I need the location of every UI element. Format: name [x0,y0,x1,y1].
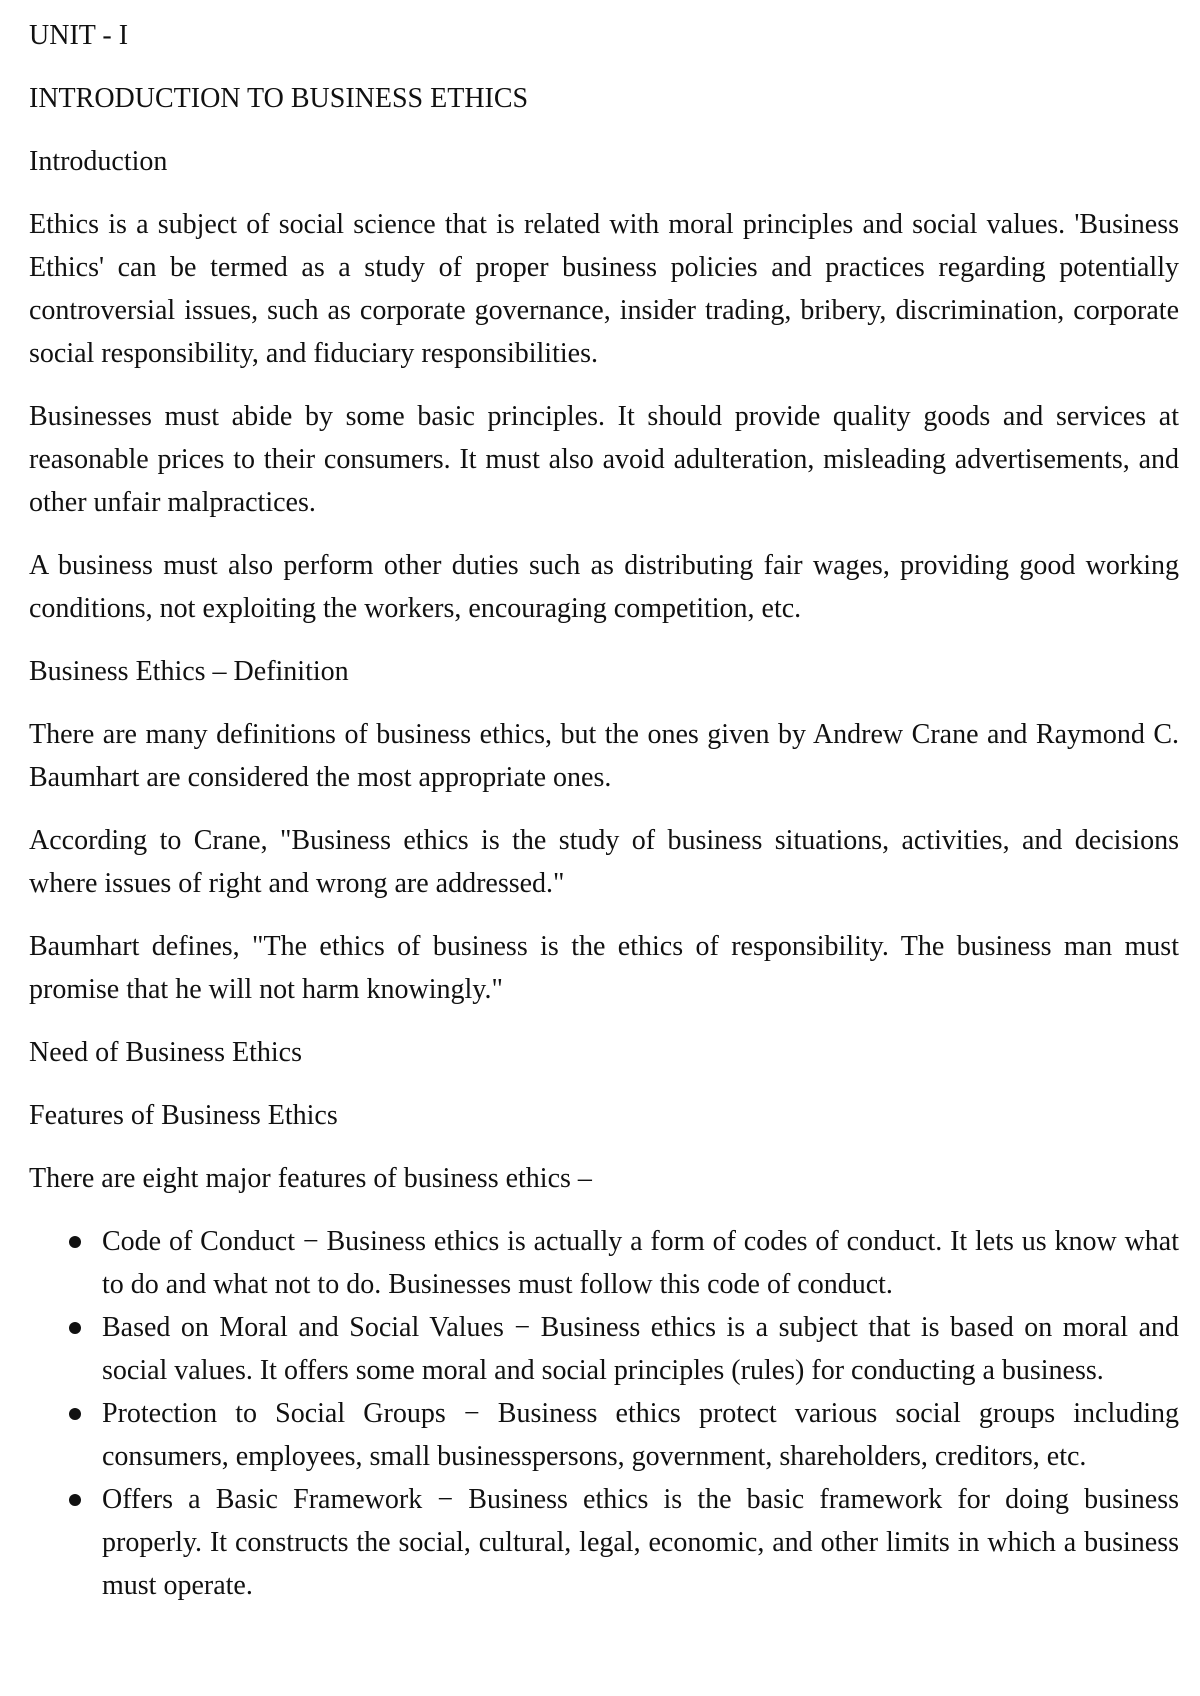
bullet-icon [69,1322,81,1334]
list-item [29,1220,1179,1306]
intro-paragraph-1: Ethics is a subject of social science that is related with moral principles and social values. 'Business Ethics' can be termed as a study of proper business policies and practices regarding potentially controversial issues, such as corporate governance, insider trading, bribery, discrimination, corporate social responsibility, and fiduciary responsibilities. [29,209,1179,369]
list-item-text: Offers a Basic Framework − Business ethics is the basic framework for doing business properly. It constructs the social, cultural, legal, economic, and other limits in which a business must operate. [102,1484,1179,1601]
features-heading: Features of Business Ethics [29,1100,338,1131]
definition-paragraph-2: According to Crane, "Business ethics is the study of business situations, activities, and decisions where issues of right and wrong are addressed." [29,825,1179,899]
list-item-text: Based on Moral and Social Values − Business ethics is a subject that is based on moral and social values. It offers some moral and social principles (rules) for conducting a business. [102,1312,1179,1386]
bullet-icon [69,1494,81,1506]
introduction-heading: Introduction [29,146,168,177]
list-item-text: Code of Conduct − Business ethics is actually a form of codes of conduct. It lets us know what to do and what not to do. Businesses must follow this code of conduct. [102,1226,1179,1300]
list-item [29,1306,1179,1392]
bullet-icon [69,1236,81,1248]
definition-heading: Business Ethics – Definition [29,656,349,687]
list-item [29,1392,1179,1478]
unit-label: UNIT - I [29,20,129,51]
list-item [29,1478,1179,1607]
features-list [29,1220,1179,1607]
need-heading: Need of Business Ethics [29,1037,302,1068]
intro-paragraph-3: A business must also perform other duties such as distributing fair wages, providing good working conditions, not exploiting the workers, encouraging competition, etc. [29,550,1179,624]
definition-paragraph-1: There are many definitions of business ethics, but the ones given by Andrew Crane and Raymond C. Baumhart are considered the most appropriate ones. [29,719,1179,793]
definition-paragraph-3: Baumhart defines, "The ethics of business is the ethics of responsibility. The business man must promise that he will not harm knowingly." [29,931,1179,1005]
bullet-icon [69,1408,81,1420]
list-item-text: Protection to Social Groups − Business ethics protect various social groups including consumers, employees, small businesspersons, government, shareholders, creditors, etc. [102,1398,1179,1472]
page-title: INTRODUCTION TO BUSINESS ETHICS [29,83,529,114]
features-intro: There are eight major features of business ethics – [29,1163,592,1194]
document-page [29,14,1179,1607]
intro-paragraph-2: Businesses must abide by some basic principles. It should provide quality goods and services at reasonable prices to their consumers. It must also avoid adulteration, misleading advertisements, and other unfair malpractices. [29,401,1179,518]
